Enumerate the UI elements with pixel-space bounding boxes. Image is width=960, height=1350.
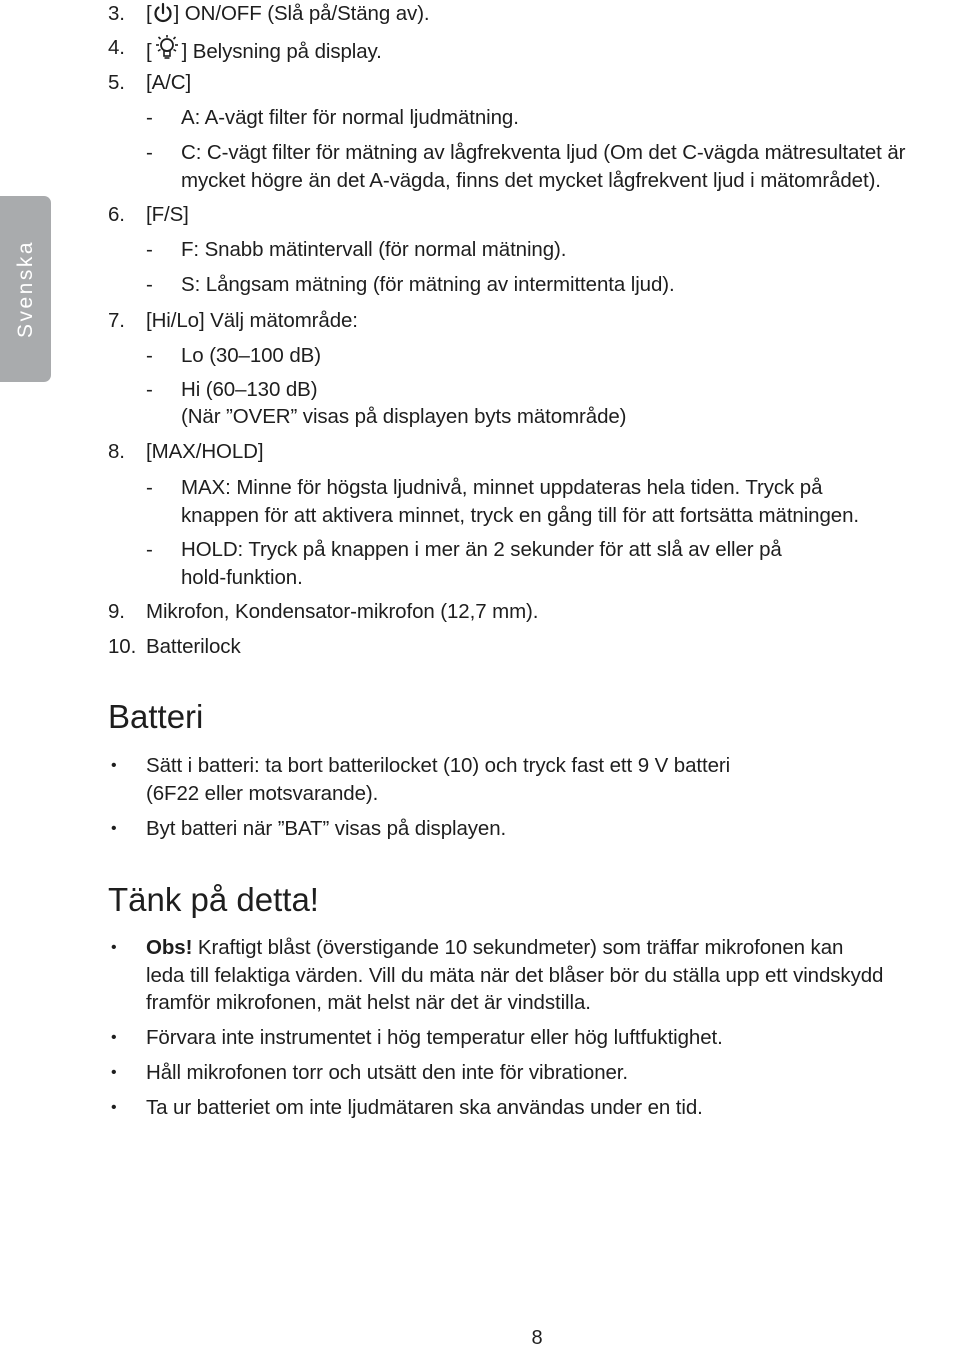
sub-item-text: (När ”OVER” visas på displayen byts mätområde) (181, 405, 627, 428)
item-number: 3. (108, 2, 125, 25)
bullet-text: Byt batteri när ”BAT” visas på displayen. (146, 817, 507, 840)
item-number: 9. (108, 600, 125, 623)
bullet-text: Håll mikrofonen torr och utsätt den inte för vibrationer. (146, 1061, 628, 1084)
item-text: [F/S] (146, 203, 189, 226)
item-number: 5. (108, 71, 125, 94)
dash-marker: - (146, 106, 153, 129)
item-number: 10. (108, 635, 137, 658)
bullet-text: (6F22 eller motsvarande). (146, 782, 379, 805)
sub-item-text: A: A-vägt filter för normal ljudmätning. (181, 106, 519, 129)
item-text: [ ] Belysning på display. (146, 34, 382, 65)
sub-item-text: knappen för att aktivera minnet, tryck en gång till för att fortsätta mätningen. (181, 504, 859, 527)
sub-item-text: F: Snabb mätintervall (för normal mätning). (181, 238, 567, 261)
dash-marker: - (146, 273, 153, 296)
bullet-marker: • (111, 757, 117, 774)
sub-item-text: Lo (30–100 dB) (181, 344, 321, 367)
dash-marker: - (146, 476, 153, 499)
bullet-text: Sätt i batteri: ta bort batterilocket (10) och tryck fast ett 9 V batteri (146, 754, 731, 777)
dash-marker: - (146, 344, 153, 367)
item-number: 6. (108, 203, 125, 226)
sub-item-text: MAX: Minne för högsta ljudnivå, minnet uppdateras hela tiden. Tryck på (181, 476, 823, 499)
dash-marker: - (146, 238, 153, 261)
bullet-text: Förvara inte instrumentet i hög temperatur eller hög luftfuktighet. (146, 1026, 723, 1049)
bullet-text: framför mikrofonen, mät helst när det är vindstilla. (146, 991, 591, 1014)
section-heading-battery: Batteri (108, 698, 204, 735)
sub-item-text: C: C-vägt filter för mätning av lågfrekventa ljud (Om det C-vägda mätresultatet är (181, 141, 906, 164)
item-text: [A/C] (146, 71, 192, 94)
item-number: 8. (108, 440, 125, 463)
item-number: 7. (108, 309, 125, 332)
item-text: Batterilock (146, 635, 241, 658)
bullet-marker: • (111, 939, 117, 956)
bullet-marker: • (111, 1099, 117, 1116)
item-text: [Hi/Lo] Välj mätområde: (146, 309, 358, 332)
bullet-marker: • (111, 1064, 117, 1081)
page-number: 8 (531, 1327, 543, 1349)
bullet-marker: • (111, 820, 117, 837)
sub-item-text: HOLD: Tryck på knappen i mer än 2 sekunder för att slå av eller på (181, 538, 782, 561)
dash-marker: - (146, 538, 153, 561)
dash-marker: - (146, 378, 153, 401)
item-number: 4. (108, 36, 125, 59)
power-icon (152, 2, 174, 24)
item-text: [ ] ON/OFF (Slå på/Stäng av). (146, 2, 430, 25)
bullet-text: Ta ur batteriet om inte ljudmätaren ska användas under en tid. (146, 1096, 703, 1119)
language-label: Svenska (13, 239, 37, 339)
sub-item-text: S: Långsam mätning (för mätning av intermittenta ljud). (181, 273, 675, 296)
obs-label: Obs! (146, 936, 193, 959)
sub-item-text: hold-funktion. (181, 566, 303, 589)
bullet-text: Obs! Kraftigt blåst (överstigande 10 sekundmeter) som träffar mikrofonen kan (146, 936, 844, 959)
item-text: Mikrofon, Kondensator-mikrofon (12,7 mm). (146, 600, 539, 623)
light-bulb-icon (152, 34, 182, 62)
item-text: [MAX/HOLD] (146, 440, 264, 463)
sub-item-text: mycket högre än det A-vägda, finns det mycket lågfrekvent ljud i mätområdet). (181, 169, 881, 192)
bullet-text: leda till felaktiga värden. Vill du mäta när det blåser bör du ställa upp ett vindskydd (146, 964, 884, 987)
bullet-marker: • (111, 1029, 117, 1046)
language-side-tab (0, 196, 51, 382)
section-heading-tips: Tänk på detta! (108, 881, 319, 918)
sub-item-text: Hi (60–130 dB) (181, 378, 318, 401)
dash-marker: - (146, 141, 153, 164)
